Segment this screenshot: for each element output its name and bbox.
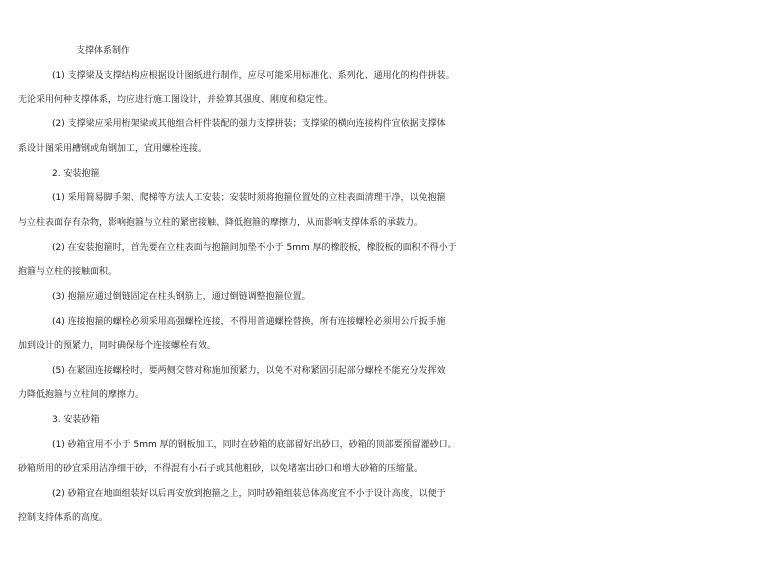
paragraph-line: 加到设计的预紧力，同时确保每个连接螺栓有效。 [18,341,217,351]
section-heading: 2. 安装抱箍 [52,169,100,179]
paragraph-line: (4) 连接抱箍的螺栓必须采用高强螺栓连接，不得用普通螺栓替换，所有连接螺栓必须用公斤扳手施 [52,317,446,327]
paragraph-line: 砂箱所用的砂宜采用洁净细干砂，不得混有小石子或其他粗砂，以免堵塞出砂口和增大砂箱的压缩量。 [18,464,424,474]
paragraph-line: 抱箍与立柱的接触面积。 [18,267,118,277]
paragraph-line: (1) 采用简易脚手架、爬梯等方法人工安装；安装时须将抱箍位置处的立柱表面清理干净，以免抱箍 [52,193,446,203]
paragraph-line: (5) 在紧固连接螺栓时，要两侧交替对称施加预紧力，以免不对称紧固引起部分螺栓不能充分发挥效 [52,366,446,376]
paragraph-line: (2) 在安装抱箍时，首先要在立柱表面与抱箍间加垫不小于 5mm 厚的橡胶板，橡胶板的面积不得小于 [52,243,457,253]
paragraph-line: 控制支持体系的高度。 [18,513,109,523]
paragraph-line: 无论采用何种支撑体系，均应进行施工图设计，并验算其强度、刚度和稳定性。 [18,95,334,105]
paragraph-line: 系设计图采用槽钢或角钢加工，宜用螺栓连接。 [18,144,208,154]
paragraph-line: (2) 支撑梁应采用桁架梁或其他组合杆件装配的强力支撑拼装；支撑梁的横向连接构件宜依据支撑体 [52,119,446,129]
section-heading: 支撑体系制作 [76,46,131,56]
paragraph-line: 力降低抱箍与立柱间的摩擦力。 [18,390,145,400]
paragraph-line: 与立柱表面存有杂物，影响抱箍与立柱的紧密接触、降低抱箍的摩擦力，从而影响支撑体系的承载力。 [18,218,424,228]
paragraph-line: (2) 砂箱宜在地面组装好以后再安放到抱箍之上，同时砂箱组装总体高度宜不小于设计高度，以便于 [52,489,446,499]
paragraph-line: (1) 砂箱宜用不小于 5mm 厚的钢板加工，同时在砂箱的底部留好出砂口，砂箱的顶部要预留灌砂口。 [52,440,457,450]
section-heading: 3. 安装砂箱 [52,415,100,425]
paragraph-line: (3) 抱箍应通过倒链固定在柱头钢筋上，通过倒链调整抱箍位置。 [52,292,311,302]
paragraph-line: (1) 支撑梁及支撑结构应根据设计图纸进行制作，应尽可能采用标准化、系列化、通用化的构件拼装。 [52,71,455,81]
